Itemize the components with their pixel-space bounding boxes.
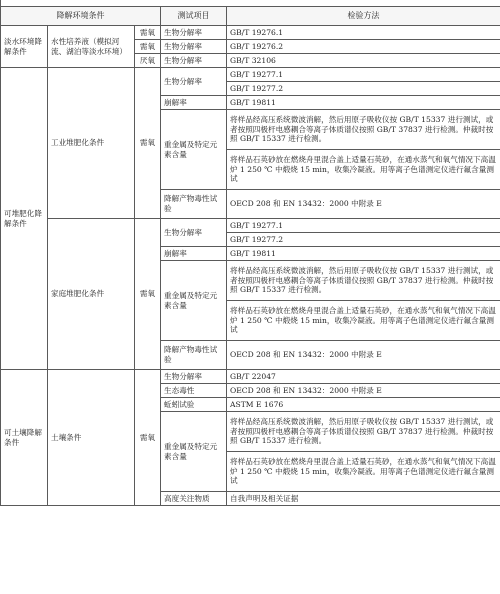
method-cell: 将样品经高压系统微波消解，然后用原子吸收仪按 GB/T 15337 进行测试，或者按照四极杆电感耦合等离子体质谱仪按照 GB/T 37837 进行检测。仲裁时按照 GB/T 15337 进行检测。	[227, 412, 500, 452]
method-cell: GB/T 19277.2	[227, 82, 500, 96]
method-cell: 将样品石英砂放在燃烧舟里混合盖上适量石英砂，在通水蒸气和氧气情况下高温炉 1 250 ℃ 中煅烧 15 min，收集冷凝液。用等离子色谱测定仪进行氟含量测试	[227, 452, 500, 492]
test-item-cell: 生物分解率	[161, 40, 227, 54]
table-row	[1, 68, 500, 82]
table-row	[1, 370, 500, 384]
compost-label: 可堆肥化降解条件	[1, 68, 48, 370]
condition-cell: 需氧	[135, 26, 161, 40]
condition-cell: 需氧	[135, 68, 161, 219]
test-item-cell: 蚯蚓试验	[161, 398, 227, 412]
freshwater-label: 淡水环境降解条件	[1, 26, 48, 68]
method-cell: GB/T 19277.1	[227, 68, 500, 82]
method-cell: GB/T 19811	[227, 247, 500, 261]
test-item-cell: 生物分解率	[161, 370, 227, 384]
table-row	[1, 219, 500, 233]
test-item-cell: 生物分解率	[161, 54, 227, 68]
method-cell: 将样品石英砂放在燃烧舟里混合盖上适量石英砂，在通水蒸气和氧气情况下高温炉 1 250 ℃ 中煅烧 15 min，收集冷凝液。用等离子色谱测定仪进行氟含量测试	[227, 150, 500, 190]
method-cell: 自我声明及相关证据	[227, 492, 500, 506]
test-methods-table	[0, 6, 500, 506]
condition-cell: 厌氧	[135, 54, 161, 68]
soil-label: 可土壤降解条件	[1, 370, 48, 506]
method-cell: ASTM E 1676	[227, 398, 500, 412]
method-cell: 将样品经高压系统微波消解，然后用原子吸收仪按 GB/T 15337 进行测试，或者按照四极杆电感耦合等离子体质谱仪按照 GB/T 37837 进行检测。仲裁时按照 GB/T 15337 进行检测。	[227, 110, 500, 150]
test-item-cell: 降解产物毒性试验	[161, 341, 227, 370]
test-item-cell: 生态毒性	[161, 384, 227, 398]
method-cell: 将样品经高压系统微波消解，然后用原子吸收仪按 GB/T 15337 进行测试，或者按照四极杆电感耦合等离子体质谱仪按照 GB/T 37837 进行检测。仲裁时按照 GB/T 15337 进行检测。	[227, 261, 500, 301]
test-item-cell: 重金属及特定元素含量	[161, 261, 227, 341]
method-cell: GB/T 19277.2	[227, 233, 500, 247]
table-row	[1, 26, 500, 40]
home-compost-label: 家庭堆肥化条件	[48, 219, 135, 370]
table-header-row	[1, 7, 500, 26]
method-cell: GB/T 22047	[227, 370, 500, 384]
freshwater-medium: 水性培养液（模拟河流、湖泊等淡水环境）	[48, 26, 135, 68]
header-method: 检验方法	[227, 7, 500, 26]
test-item-cell: 生物分解率	[161, 68, 227, 96]
method-cell: GB/T 19276.1	[227, 26, 500, 40]
test-item-cell: 重金属及特定元素含量	[161, 412, 227, 492]
header-test-item: 测试项目	[161, 7, 227, 26]
method-cell: OECD 208 和 EN 13432：2000 中附录 E	[227, 190, 500, 219]
test-item-cell: 高度关注物质	[161, 492, 227, 506]
condition-cell: 需氧	[135, 370, 161, 506]
method-cell: GB/T 19276.2	[227, 40, 500, 54]
test-item-cell: 生物分解率	[161, 219, 227, 247]
method-cell: GB/T 19277.1	[227, 219, 500, 233]
condition-cell: 需氧	[135, 219, 161, 370]
method-cell: 将样品石英砂放在燃烧舟里混合盖上适量石英砂，在通水蒸气和氧气情况下高温炉 1 250 ℃ 中煅烧 15 min，收集冷凝液。用等离子色谱测定仪进行氟含量测试	[227, 301, 500, 341]
method-cell: OECD 208 和 EN 13432：2000 中附录 E	[227, 341, 500, 370]
method-cell: GB/T 19811	[227, 96, 500, 110]
method-cell: GB/T 32106	[227, 54, 500, 68]
industrial-compost-label: 工业堆肥化条件	[48, 68, 135, 219]
test-item-cell: 生物分解率	[161, 26, 227, 40]
test-item-cell: 重金属及特定元素含量	[161, 110, 227, 190]
condition-cell: 需氧	[135, 40, 161, 54]
test-item-cell: 降解产物毒性试验	[161, 190, 227, 219]
test-item-cell: 崩解率	[161, 96, 227, 110]
header-conditions: 降解环境条件	[1, 7, 161, 26]
method-cell: OECD 208 和 EN 13432：2000 中附录 E	[227, 384, 500, 398]
test-item-cell: 崩解率	[161, 247, 227, 261]
soil-sub-label: 土壤条件	[48, 370, 135, 506]
